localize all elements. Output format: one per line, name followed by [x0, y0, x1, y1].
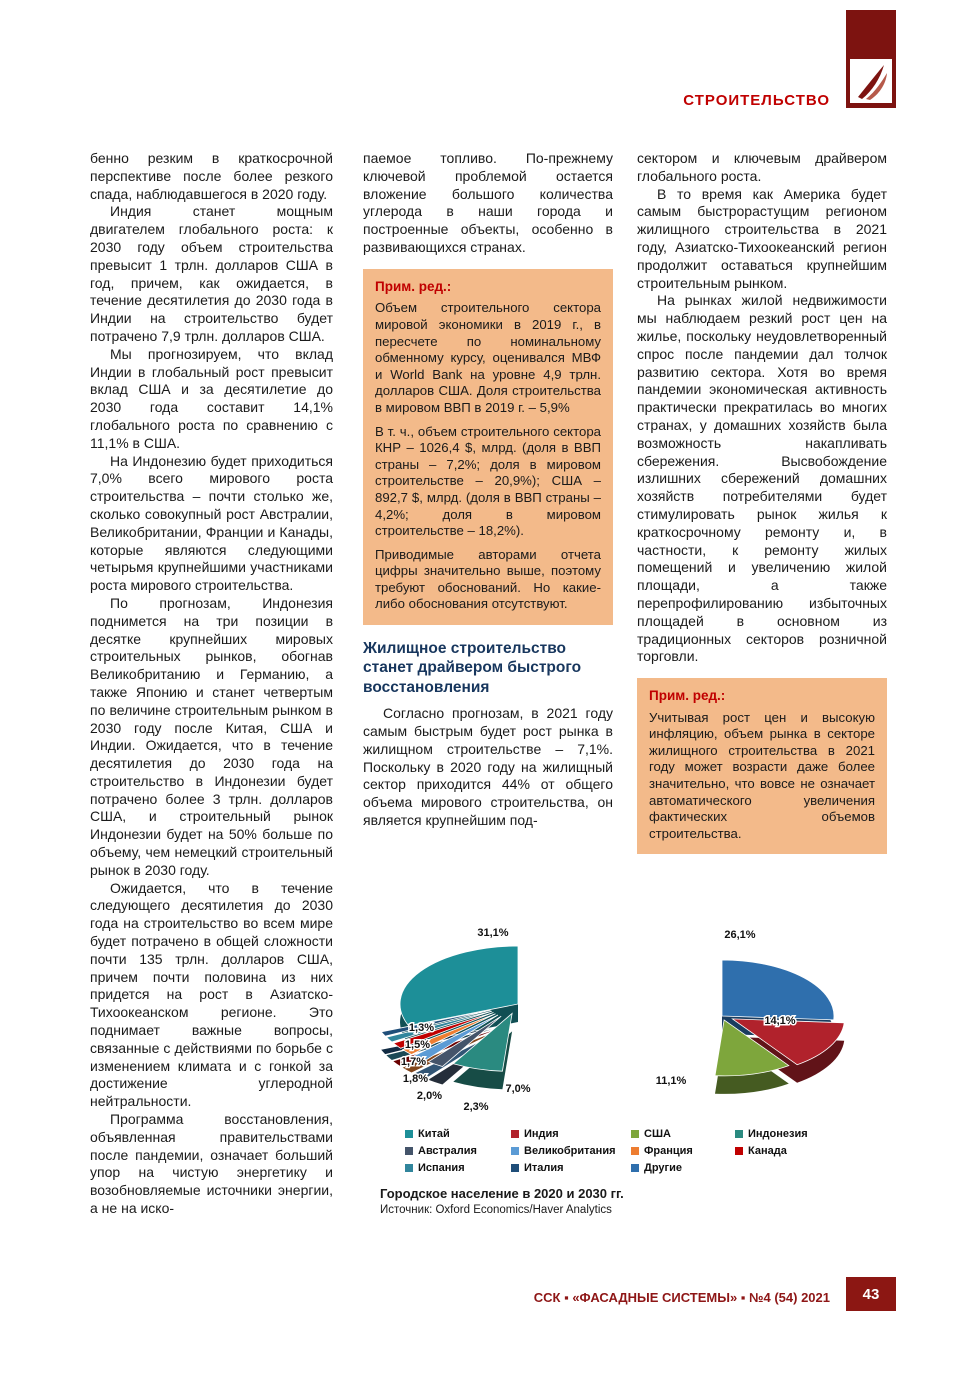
body-paragraph: По прогнозам, Индонезия поднимется на три позиции в десятке крупнейших мировых строительных рынков, обогнав Великобританию и Германию, а также Японию и станет четвертым по величине строительным рынком в 2030 году после Китая, США и Индии. Ожидается, что в течение десятилетия до 2030 года на строительство в Индонезии будет потрачено более 3 трлн. долларов США, и строительный рынок Индонезии будет на 50% больше по объему, чем немецкий строительный рынок в 2030 году.: [90, 594, 333, 878]
note-title: Прим. ред.:: [375, 278, 452, 294]
legend-item-Франция: [631, 1145, 735, 1157]
body-paragraph: паемое топливо. По-прежнему ключевой проблемой остается вложение большого количества углерода в наши города и построенные объекты, особенно в развивающихся странах.: [363, 150, 613, 255]
legend-item-Индонезия: [735, 1128, 860, 1140]
body-paragraph: Мы прогнозируем, что вклад Индии в глобальный рост превысит вклад США и за десятилетие до 2030 года составит 14,1% глобального роста по сравнению с 11,1% в США.: [90, 345, 333, 451]
legend-label: Канада: [748, 1145, 787, 1157]
legend-item-Италия: [511, 1162, 631, 1174]
legend-swatch-icon: [735, 1147, 743, 1155]
pie-value-label: 1,7%: [400, 1056, 426, 1068]
text-column-1: [90, 150, 333, 1218]
legend-label: США: [644, 1128, 671, 1140]
legend-label: Индонезия: [748, 1128, 808, 1140]
body-paragraph: Ожидается, что в течение следующего десятилетия до 2030 года на строительство во всем мире будет потрачено в общей сложности почти 135 трлн. долларов США, причем почти половина из них придется на рост в Азиатско-Тихоокеанском регионе. Это поднимает важные вопросы, связанные с действиями по борьбе с изменением климата и с гонкой за достижение углеродной нейтральности.: [90, 879, 333, 1110]
publisher-logo: [846, 10, 896, 108]
legend-label: Испания: [418, 1162, 465, 1174]
footer-text: ССК ▪ «ФАСАДНЫЕ СИСТЕМЫ» ▪ №4 (54) 2021: [533, 1290, 830, 1305]
legend-label: Франция: [644, 1145, 693, 1157]
article-subheading: Жилищное строительство станет драйвером быстрого восстановления: [363, 640, 582, 696]
legend-swatch-icon: [631, 1130, 639, 1138]
chart-caption: Городское население в 2020 и 2030 гг.: [380, 1186, 624, 1201]
text-column-2: [363, 150, 613, 830]
pie-value-label: 7,0%: [505, 1083, 531, 1095]
legend-label: Индия: [524, 1128, 559, 1140]
legend-item-Китай: [405, 1128, 511, 1140]
legend-swatch-icon: [511, 1130, 519, 1138]
legend-item-Испания: [405, 1162, 511, 1174]
pie-value-label: 11,1%: [655, 1075, 687, 1087]
pie-value-label: 1,8%: [402, 1073, 428, 1085]
page-number: 43: [846, 1277, 896, 1311]
publisher-emblem-icon: [850, 59, 892, 103]
body-paragraph: На рынках жилой недвижимости мы наблюдаем резкий рост цен на жилье, поскольку неудовлетворенный спрос после пандемии дал толчок развитию сектора. Хотя во время пандемии экономическая активность практически прекратилась во многих странах, у домашних хозяйств была возможность накапливать сбережения. Высвобождение излишних сбережений домашних хозяйств потребителями будет стимулировать рынок жилья к краткосрочному ремонту и, в частности, к ремонту жилых помещений и увеличению жилой площади, а также перепрофилированию избыточных площадей в основном из традиционных секторов розничной торговли.: [637, 292, 887, 665]
legend-label: Италия: [524, 1162, 564, 1174]
legend-label: Китай: [418, 1128, 450, 1140]
note-paragraph: Объем строительного сектора мировой экономики в 2019 г., в пересчете по номинальному обменному курсу, оценивался МВФ и World Bank на уровне 4,9 трлн. долларов США. Доля строительства в мировом ВВП в 2019 г. – 5,9%: [375, 300, 601, 415]
text-column-3: [637, 150, 887, 854]
legend-swatch-icon: [405, 1147, 413, 1155]
chart-source: Источник: Oxford Economics/Haver Analytics: [380, 1204, 612, 1216]
legend-label: Другие: [644, 1162, 682, 1174]
legend-label: Австралия: [418, 1145, 477, 1157]
legend-swatch-icon: [631, 1147, 639, 1155]
legend-swatch-icon: [511, 1147, 519, 1155]
editor-note-box: [637, 678, 887, 854]
legend-swatch-icon: [735, 1130, 743, 1138]
legend-item-Канада: [735, 1145, 860, 1157]
pie-chart: [368, 898, 896, 1126]
note-paragraph: В т. ч., объем строительного сектора КНР – 1026,4 $, млрд. (доля в ВВП страны – 7,2%; доля в мировом строительстве – 20,9%); США – 892,7 $, млрд. (доля в ВВП страны – 4,2%; доля в мировом строительстве – 18,2%).: [375, 423, 601, 539]
pie-value-label: 1,3%: [408, 1022, 434, 1034]
pie-value-label: 1,5%: [404, 1039, 430, 1051]
pie-value-label: 14,1%: [764, 1015, 796, 1027]
legend-item-США: [631, 1128, 735, 1140]
chart-legend: [405, 1128, 880, 1174]
note-paragraph: Приводимые авторами отчета цифры значительно выше, поэтому требуют обоснований. Но какие-либо обоснования отсутствуют.: [375, 546, 601, 612]
legend-swatch-icon: [631, 1164, 639, 1172]
pie-value-label: 26,1%: [724, 929, 756, 941]
legend-swatch-icon: [511, 1164, 519, 1172]
body-paragraph: На Индонезию будет приходиться 7,0% всего мирового роста строительства – почти столько же, сколько совокупный рост Австралии, Великобритании, Франции и Канады, которые являются следующими четырьмя крупнейшими участниками роста мирового строительства.: [90, 452, 333, 594]
body-paragraph: Согласно прогнозам, в 2021 году самым быстрым будет рост рынка в жилищном строительстве – 7,1%. Поскольку в 2020 году на жилищный сектор приходится 44% от общего объема мирового строительства, он является крупнейшим под-: [363, 705, 613, 828]
body-paragraph: бенно резким в краткосрочной перспективе после более резкого спада, наблюдавшегося в 2020 году.: [90, 150, 333, 202]
legend-item-Великобритания: [511, 1145, 631, 1157]
pie-value-label: 31,1%: [477, 927, 509, 939]
legend-swatch-icon: [405, 1164, 413, 1172]
legend-item-Австралия: [405, 1145, 511, 1157]
note-paragraph: Учитывая рост цен и высокую инфляцию, объем рынка в секторе жилищного строительства в 2021 году может возрасти даже более значительно, что вовсе не означает автоматического увеличения фактических объемов строительства.: [649, 709, 875, 841]
pie-value-label: 2,3%: [463, 1101, 489, 1113]
pie-value-label: 2,0%: [416, 1090, 442, 1102]
note-title: Прим. ред.:: [649, 688, 726, 704]
legend-item-Другие: [631, 1162, 735, 1174]
legend-swatch-icon: [405, 1130, 413, 1138]
body-paragraph: В то время как Америка будет самым быстрорастущим регионом жилищного строительства в 2021 году, Азиатско-Тихоокеанский регион продолжит оставаться крупнейшим строительным рынком.: [637, 185, 887, 291]
editor-note-box: [363, 269, 613, 625]
pie-slice-Другие: [722, 960, 834, 1020]
legend-item-Индия: [511, 1128, 631, 1140]
section-label: СТРОИТЕЛЬСТВО: [683, 92, 830, 109]
body-paragraph: Программа восстановления, объявленная правительствами после пандемии, означает больший упор на чистую энергетику и возобновляемые источники энергии, а не на иско-: [90, 1111, 333, 1217]
legend-label: Великобритания: [524, 1145, 616, 1157]
body-paragraph: Индия станет мощным двигателем глобального роста: к 2030 году объем строительства превысит 1 трлн. долларов США в год, причем, как ожидается, в течение десятилетия до 2030 года в Индии на строительство будет потрачено 7,9 трлн. долларов США.: [90, 203, 333, 344]
body-paragraph: сектором и ключевым драйвером глобального роста.: [637, 150, 887, 184]
